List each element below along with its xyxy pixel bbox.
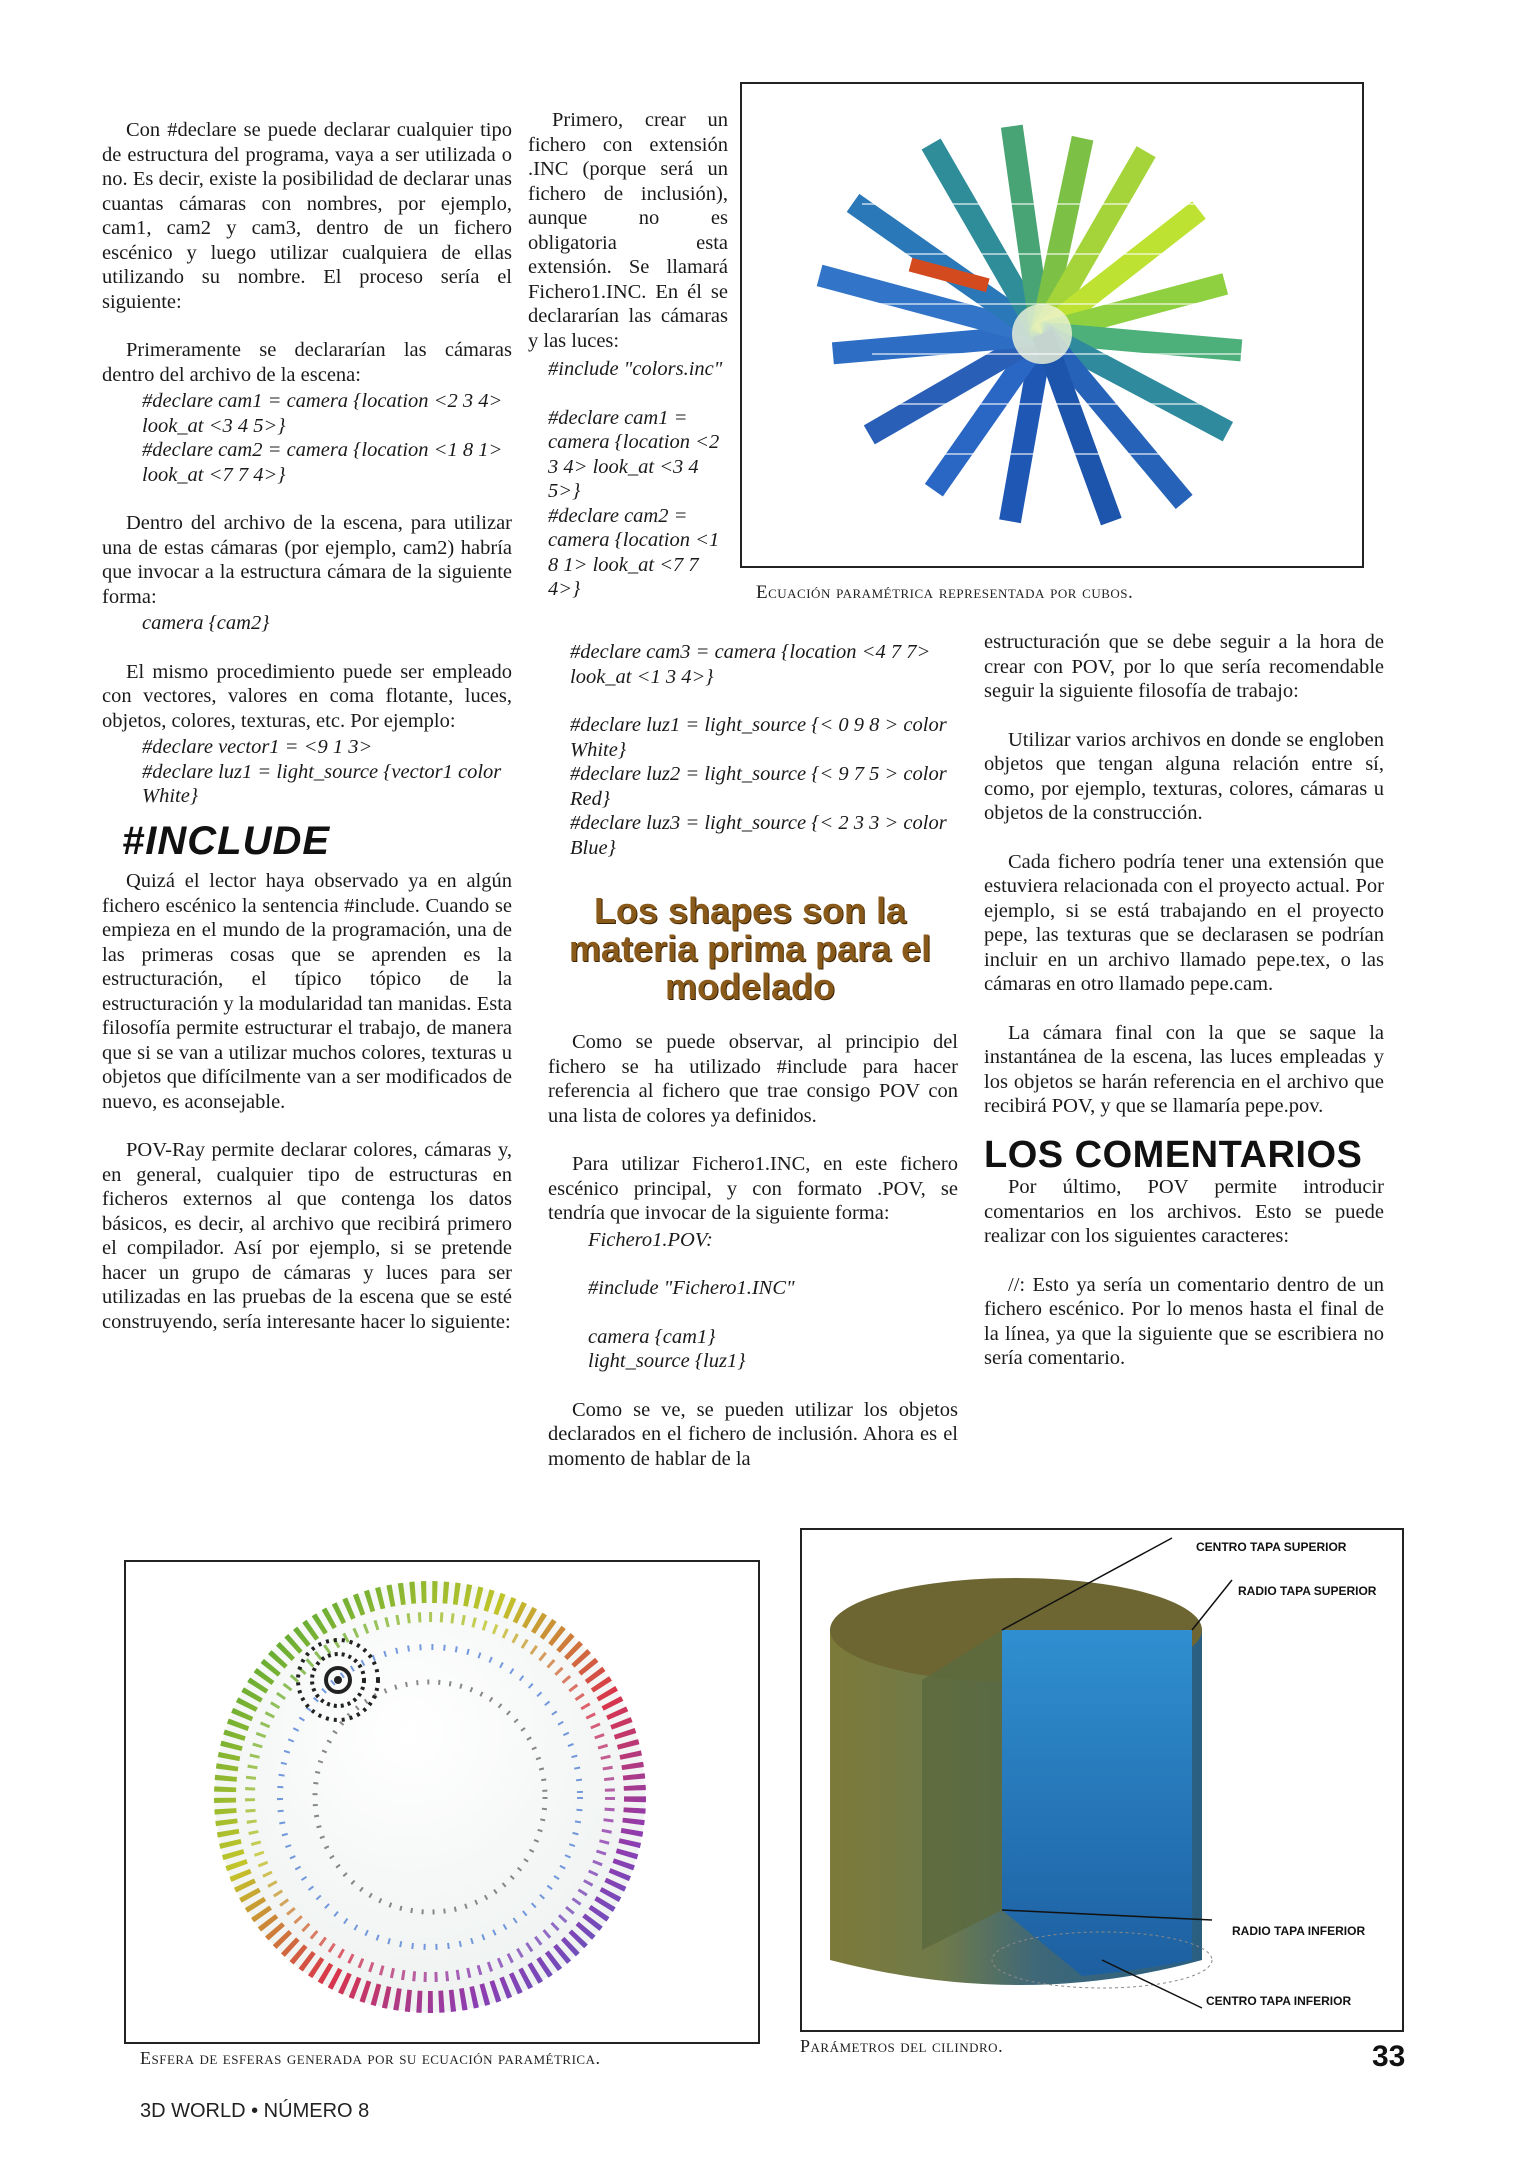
column-2-top — [528, 108, 728, 602]
column-1 — [102, 118, 512, 1358]
code-camera-cam2: camera {cam2} — [142, 612, 270, 634]
code-light-source-luz1: light_source {luz1} — [588, 1350, 746, 1372]
code-declare-cam1-b: #declare cam1 = camera {location <2 3 4> look_at <3 4 5>} — [548, 406, 720, 502]
figure-cubes-image — [742, 84, 1362, 566]
figure-cubes-frame — [740, 82, 1364, 568]
col2-paragraph-1: Primero, crear un fichero con extensión .INC (porque será un fichero de inclusión), aunque no es obligatoria esta extensión. Se llamará Fichero1.INC. En él se declararían las cámaras y las luces: — [528, 109, 728, 352]
code-declare-cam3: #declare cam3 = camera {location <4 7 7> look_at <1 3 4>} — [570, 641, 931, 688]
code-declare-cam2: #declare cam2 = camera {location <1 8 1> look_at <7 7 4>} — [142, 439, 503, 486]
column-2-lower — [548, 1030, 958, 1495]
col3-paragraph-3: Cada fichero podría tener una extensión que estuviera relacionada con el proyecto actual. Por ejemplo, si se está trabajando en el proyecto pepe, las texturas que se declarasen se podrían incluir en un archivo llamado pepe.tex, o las cámaras en otro llamado pepe.cam. — [984, 850, 1384, 995]
col1-paragraph-4: El mismo procedimiento puede ser empleado con vectores, valores en coma flotante, luces, objetos, colores, texturas, etc. Por ejemplo: — [102, 660, 512, 732]
caption-figure-cubes: Ecuación paramétrica representada por cubos. — [756, 582, 1134, 603]
code-declare-luz1: #declare luz1 = light_source {vector1 color White} — [142, 760, 502, 807]
code-include-colors: #include "colors.inc" — [548, 358, 723, 380]
figure-sphere-image — [126, 1562, 758, 2042]
label-centro-tapa-inferior: CENTRO TAPA INFERIOR — [1206, 1994, 1352, 2008]
caption-figure-cylinder: Parámetros del cilindro. — [800, 2036, 1004, 2056]
code-declare-cam2-b: #declare cam2 = camera {location <1 8 1> look_at <7 7 4>} — [548, 504, 720, 600]
code-camera-cam1: camera {cam1} — [588, 1325, 716, 1348]
col1-paragraph-1: Con #declare se puede declarar cualquier tipo de estructura del programa, vaya a ser utilizada o no. Es decir, existe la posibilidad de declarar unas cuantas cámaras con nombres, por ejemplo, cam1, cam2 y cam3, dentro de un fichero escénico y luego utilizar cualquiera de ellas utilizando su nombre. El proceso sería el siguiente: — [102, 119, 512, 313]
col1-paragraph-2: Primeramente se declararían las cámaras dentro del archivo de la escena: — [102, 339, 512, 386]
col3-paragraph-5: Por último, POV permite introducir comentarios en los archivos. Esto se puede realizar con los siguientes caracteres: — [984, 1176, 1384, 1247]
col2-paragraph-4: Como se ve, se pueden utilizar los objetos declarados en el fichero de inclusión. Ahora es el momento de hablar de la — [548, 1398, 958, 1470]
figure-cylinder-image — [802, 1530, 1402, 2030]
label-radio-tapa-superior: RADIO TAPA SUPERIOR — [1238, 1584, 1377, 1598]
page-number: 33 — [1372, 2040, 1406, 2073]
figure-sphere-frame — [124, 1560, 760, 2044]
column-3 — [984, 630, 1384, 1395]
code-include-fichero1: #include "Fichero1.INC" — [588, 1277, 795, 1299]
col2-paragraph-3: Para utilizar Fichero1.INC, en este fichero escénico principal, y con formato .POV, se tendría que invocar de la siguiente forma: — [548, 1153, 958, 1224]
heading-comentarios: LOS COMENTARIOS — [984, 1133, 1363, 1176]
column-2-bottom — [540, 640, 960, 860]
label-centro-tapa-superior: CENTRO TAPA SUPERIOR — [1196, 1540, 1347, 1554]
figure-cylinder-frame — [800, 1528, 1404, 2032]
code-declare-luz2: #declare luz2 = light_source {< 9 7 5 > color Red} — [570, 763, 947, 810]
code-declare-vector1: #declare vector1 = <9 1 3> — [142, 736, 373, 758]
col1-paragraph-3: Dentro del archivo de la escena, para utilizar una de estas cámaras (por ejemplo, cam2) habría que invocar a la estructura cámara de la siguiente forma: — [102, 512, 512, 608]
pull-quote: Los shapes son la materia prima para el modelado — [568, 890, 932, 1007]
code-declare-luz3: #declare luz3 = light_source {< 2 3 3 > color Blue} — [570, 812, 947, 859]
caption-figure-sphere: Esfera de esferas generada por su ecuación paramétrica. — [140, 2048, 601, 2068]
footer-magazine: 3D WORLD • NÚMERO 8 — [140, 2100, 370, 2122]
label-radio-tapa-inferior: RADIO TAPA INFERIOR — [1232, 1924, 1366, 1938]
col1-paragraph-5: Quizá el lector haya observado ya en algún fichero escénico la sentencia #include. Cuando se empieza en el mundo de la programación, una de las primeras cosas que se aprenden es la estructuración, el típico tópico de la estructuración y la modularidad tan manidas. Esta filosofía permite estructurar el trabajo, de manera que si se van a utilizar muchos colores, texturas u objetos que difícilmente van a ser modificados de nuevo, es aconsejable. — [102, 870, 512, 1113]
col1-paragraph-6: POV-Ray permite declarar colores, cámaras y, en general, cualquier tipo de estructuras en ficheros externos al que contenga los datos básicos, es decir, al archivo que recibirá primero el compilador. Así por ejemplo, si se pretende hacer un grupo de cámaras y luces para ser utilizadas en las pruebas de la escena que se esté construyendo, sería interesante hacer lo siguiente: — [102, 1139, 512, 1333]
code-declare-luz1-b: #declare luz1 = light_source {< 0 9 8 > color White} — [570, 714, 947, 761]
col3-paragraph-4: La cámara final con la que se saque la instantánea de la escena, las luces empleadas y los objetos se harán referencia en el archivo que recibirá POV, y que se llamaría pepe.pov. — [984, 1021, 1384, 1117]
col3-paragraph-2: Utilizar varios archivos en donde se engloben objetos que tengan alguna relación entre sí, como, por ejemplo, texturas, colores, cámaras u objetos de la construcción. — [984, 728, 1384, 824]
col3-paragraph-6: //: Esto ya sería un comentario dentro de un fichero escénico. Por lo menos hasta el final de la línea, ya que la siguiente que se escribiera no sería comentario. — [984, 1273, 1384, 1369]
code-fichero1-pov: Fichero1.POV: — [588, 1228, 713, 1251]
heading-include: #INCLUDE — [122, 818, 331, 863]
col2-paragraph-2: Como se puede observar, al principio del fichero se ha utilizado #include para hacer referencia al fichero que trae consigo POV con una lista de colores ya definidos. — [548, 1031, 958, 1127]
col3-paragraph-1: estructuración que se debe seguir a la hora de crear con POV, por lo que sería recomendable seguir la siguiente filosofía de trabajo: — [984, 631, 1384, 702]
code-declare-cam1: #declare cam1 = camera {location <2 3 4> look_at <3 4 5>} — [142, 390, 503, 437]
